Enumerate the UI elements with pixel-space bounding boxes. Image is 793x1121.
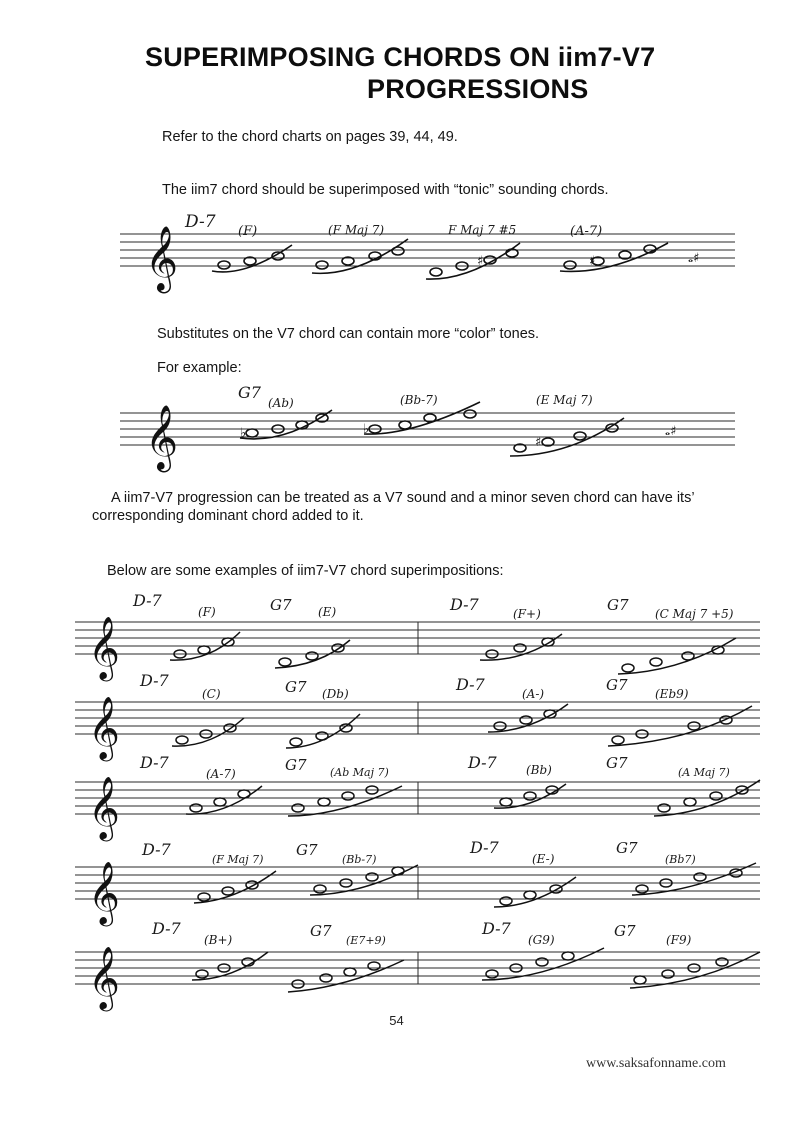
chord-label: D-7 — [468, 753, 497, 772]
treble-clef-icon: 𝄞 — [88, 616, 120, 679]
example-row-1 — [75, 591, 760, 682]
chord-label: D-7 — [482, 919, 511, 938]
chord-label: (Bb) — [526, 763, 552, 777]
examples-grid — [0, 590, 793, 1009]
treble-clef-icon: 𝄞 — [88, 861, 120, 924]
chord-label: (E7+9) — [346, 934, 386, 947]
chord-label: (F) — [238, 224, 258, 239]
chord-label: (F Maj 7) — [328, 223, 385, 237]
chord-label: (E Maj 7) — [536, 393, 593, 407]
chord-label: (F) — [198, 605, 216, 619]
example-row-3 — [75, 753, 760, 842]
page-title-line1: SUPERIMPOSING CHORDS ON iim7-V7 — [145, 42, 656, 72]
iim7v7-text-line1: A iim7-V7 progression can be treated as a V7 sound and a minor seven chord can have its’ — [111, 490, 695, 506]
chord-label: (F+) — [513, 607, 541, 621]
chord-label: G7 — [238, 383, 261, 402]
chord-label: G7 — [616, 839, 638, 857]
chord-label: D-7 — [140, 753, 169, 772]
below-text: Below are some examples of iim7-V7 chord superimpositions: — [107, 563, 504, 579]
chord-label: (Db) — [322, 687, 349, 701]
chord-label: G7 — [606, 676, 628, 694]
treble-clef-icon: 𝄞 — [145, 405, 179, 470]
sharp-icon: ♯ — [589, 254, 596, 269]
chord-label: (Eb9) — [655, 687, 689, 701]
treble-clef-icon: 𝄞 — [88, 776, 120, 839]
flat-icon: ♭ — [363, 422, 370, 437]
page-title-line2: PROGRESSIONS — [367, 74, 589, 104]
chord-label: (F Maj 7) — [212, 853, 264, 866]
example-row-2 — [75, 671, 760, 762]
chord-label: G7 — [614, 922, 636, 940]
treble-clef-icon: 𝄞 — [88, 696, 120, 759]
chord-label: (C) — [202, 687, 221, 701]
chord-label: D-7 — [470, 838, 499, 857]
iim7-text: The iim7 chord should be superimposed with “tonic” sounding chords. — [162, 182, 609, 198]
chord-label: D-7 — [152, 919, 181, 938]
music-staff-1 — [0, 205, 793, 290]
chord-label: (E) — [318, 605, 337, 619]
intro-text: Refer to the chord charts on pages 39, 44, 49. — [162, 129, 458, 145]
chord-label: D-7 — [185, 212, 216, 232]
chord-label: (Ab Maj 7) — [330, 766, 389, 779]
flat-icon: ♭ — [240, 426, 247, 441]
chord-label: D-7 — [456, 675, 485, 694]
chord-label: (E-) — [532, 852, 555, 866]
chord-label: D-7 — [142, 840, 171, 859]
chord-symbol-ending: 𝅝♯ — [688, 251, 700, 266]
sharp-icon: ♯ — [477, 254, 484, 269]
chord-label: (Bb-7) — [400, 393, 438, 407]
chord-label: (Bb-7) — [342, 853, 377, 866]
chord-label: (A Maj 7) — [678, 766, 730, 779]
sharp-icon: ♯ — [535, 435, 542, 450]
chord-label: G7 — [270, 596, 292, 614]
chord-label: D-7 — [140, 671, 169, 690]
chord-symbol-ending: 𝅝♯ — [665, 424, 677, 439]
for-example-text: For example: — [157, 360, 242, 376]
chord-label: (A-7) — [206, 767, 236, 781]
chord-label: G7 — [296, 841, 318, 859]
chord-label: G7 — [285, 678, 307, 696]
chord-label: (F9) — [666, 933, 692, 947]
chord-label: (B+) — [204, 933, 233, 947]
chord-label: D-7 — [133, 591, 162, 610]
music-staff-2 — [0, 380, 793, 470]
v7-text: Substitutes on the V7 chord can contain more “color” tones. — [157, 326, 540, 342]
chord-label: G7 — [606, 754, 628, 772]
chord-label: (Bb7) — [665, 853, 696, 866]
treble-clef-icon: 𝄞 — [88, 946, 120, 1009]
chord-label: F Maj 7 #5 — [448, 223, 517, 237]
chord-label: G7 — [285, 756, 307, 774]
chord-label: (Ab) — [268, 396, 294, 410]
example-row-5 — [75, 919, 760, 1012]
chord-label: (C Maj 7 +5) — [655, 607, 734, 621]
chord-label: D-7 — [450, 595, 479, 614]
treble-clef-icon: 𝄞 — [145, 226, 179, 291]
chord-label: (A-7) — [570, 224, 603, 239]
iim7v7-text-line2: corresponding dominant chord added to it. — [92, 508, 364, 524]
chord-label: G7 — [310, 922, 332, 940]
website-url: www.saksafonname.com — [586, 1056, 726, 1071]
chord-label: (G9) — [528, 933, 555, 947]
chord-label: G7 — [607, 596, 629, 614]
page-number: 54 — [389, 1013, 404, 1028]
example-row-4 — [75, 838, 760, 927]
chord-label: (A-) — [522, 687, 545, 701]
